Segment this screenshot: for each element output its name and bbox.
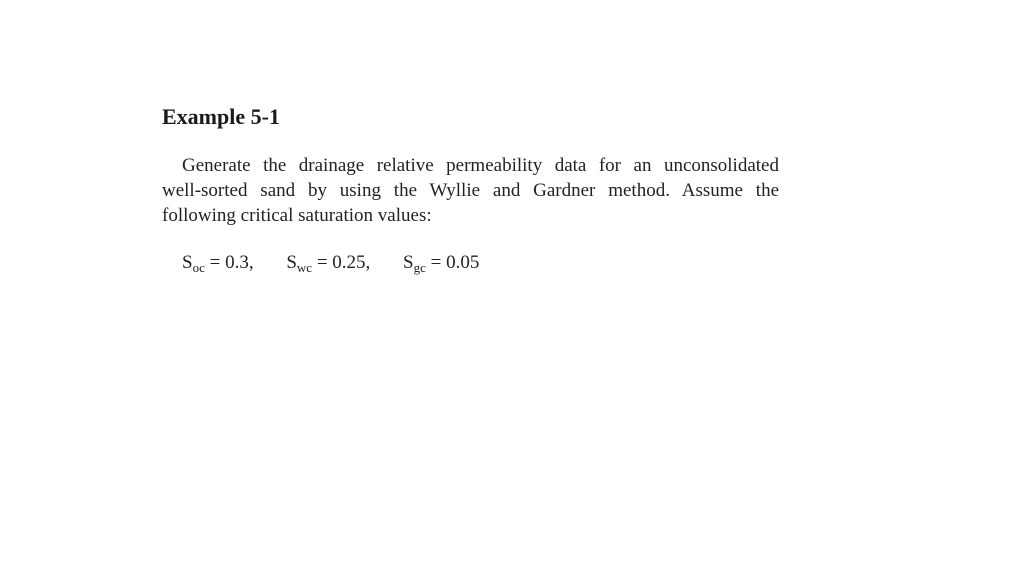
equation-subscript: wc bbox=[296, 260, 313, 275]
equation-soc bbox=[182, 250, 254, 275]
critical-saturation-values bbox=[182, 250, 479, 275]
equation-subscript: oc bbox=[192, 260, 205, 275]
equation-swc bbox=[286, 250, 370, 275]
equation-symbol: S bbox=[182, 252, 193, 273]
equation-symbol: S bbox=[403, 252, 414, 273]
equation-symbol: S bbox=[286, 252, 297, 273]
equation-value: = 0.3, bbox=[209, 252, 254, 273]
problem-line-3: following critical saturation values: bbox=[162, 205, 432, 226]
example-title: Example 5-1 bbox=[162, 104, 280, 129]
problem-line-2: well-sorted sand by using the Wyllie and Gardner method. Assume the bbox=[162, 180, 779, 201]
equation-subscript: gc bbox=[413, 260, 426, 275]
problem-line-1: Generate the drainage relative permeability data for an unconsolidated bbox=[182, 155, 779, 176]
equation-value: = 0.25, bbox=[316, 252, 371, 273]
equation-sgc bbox=[403, 250, 479, 275]
problem-statement bbox=[162, 153, 779, 228]
equation-value: = 0.05 bbox=[430, 252, 480, 273]
